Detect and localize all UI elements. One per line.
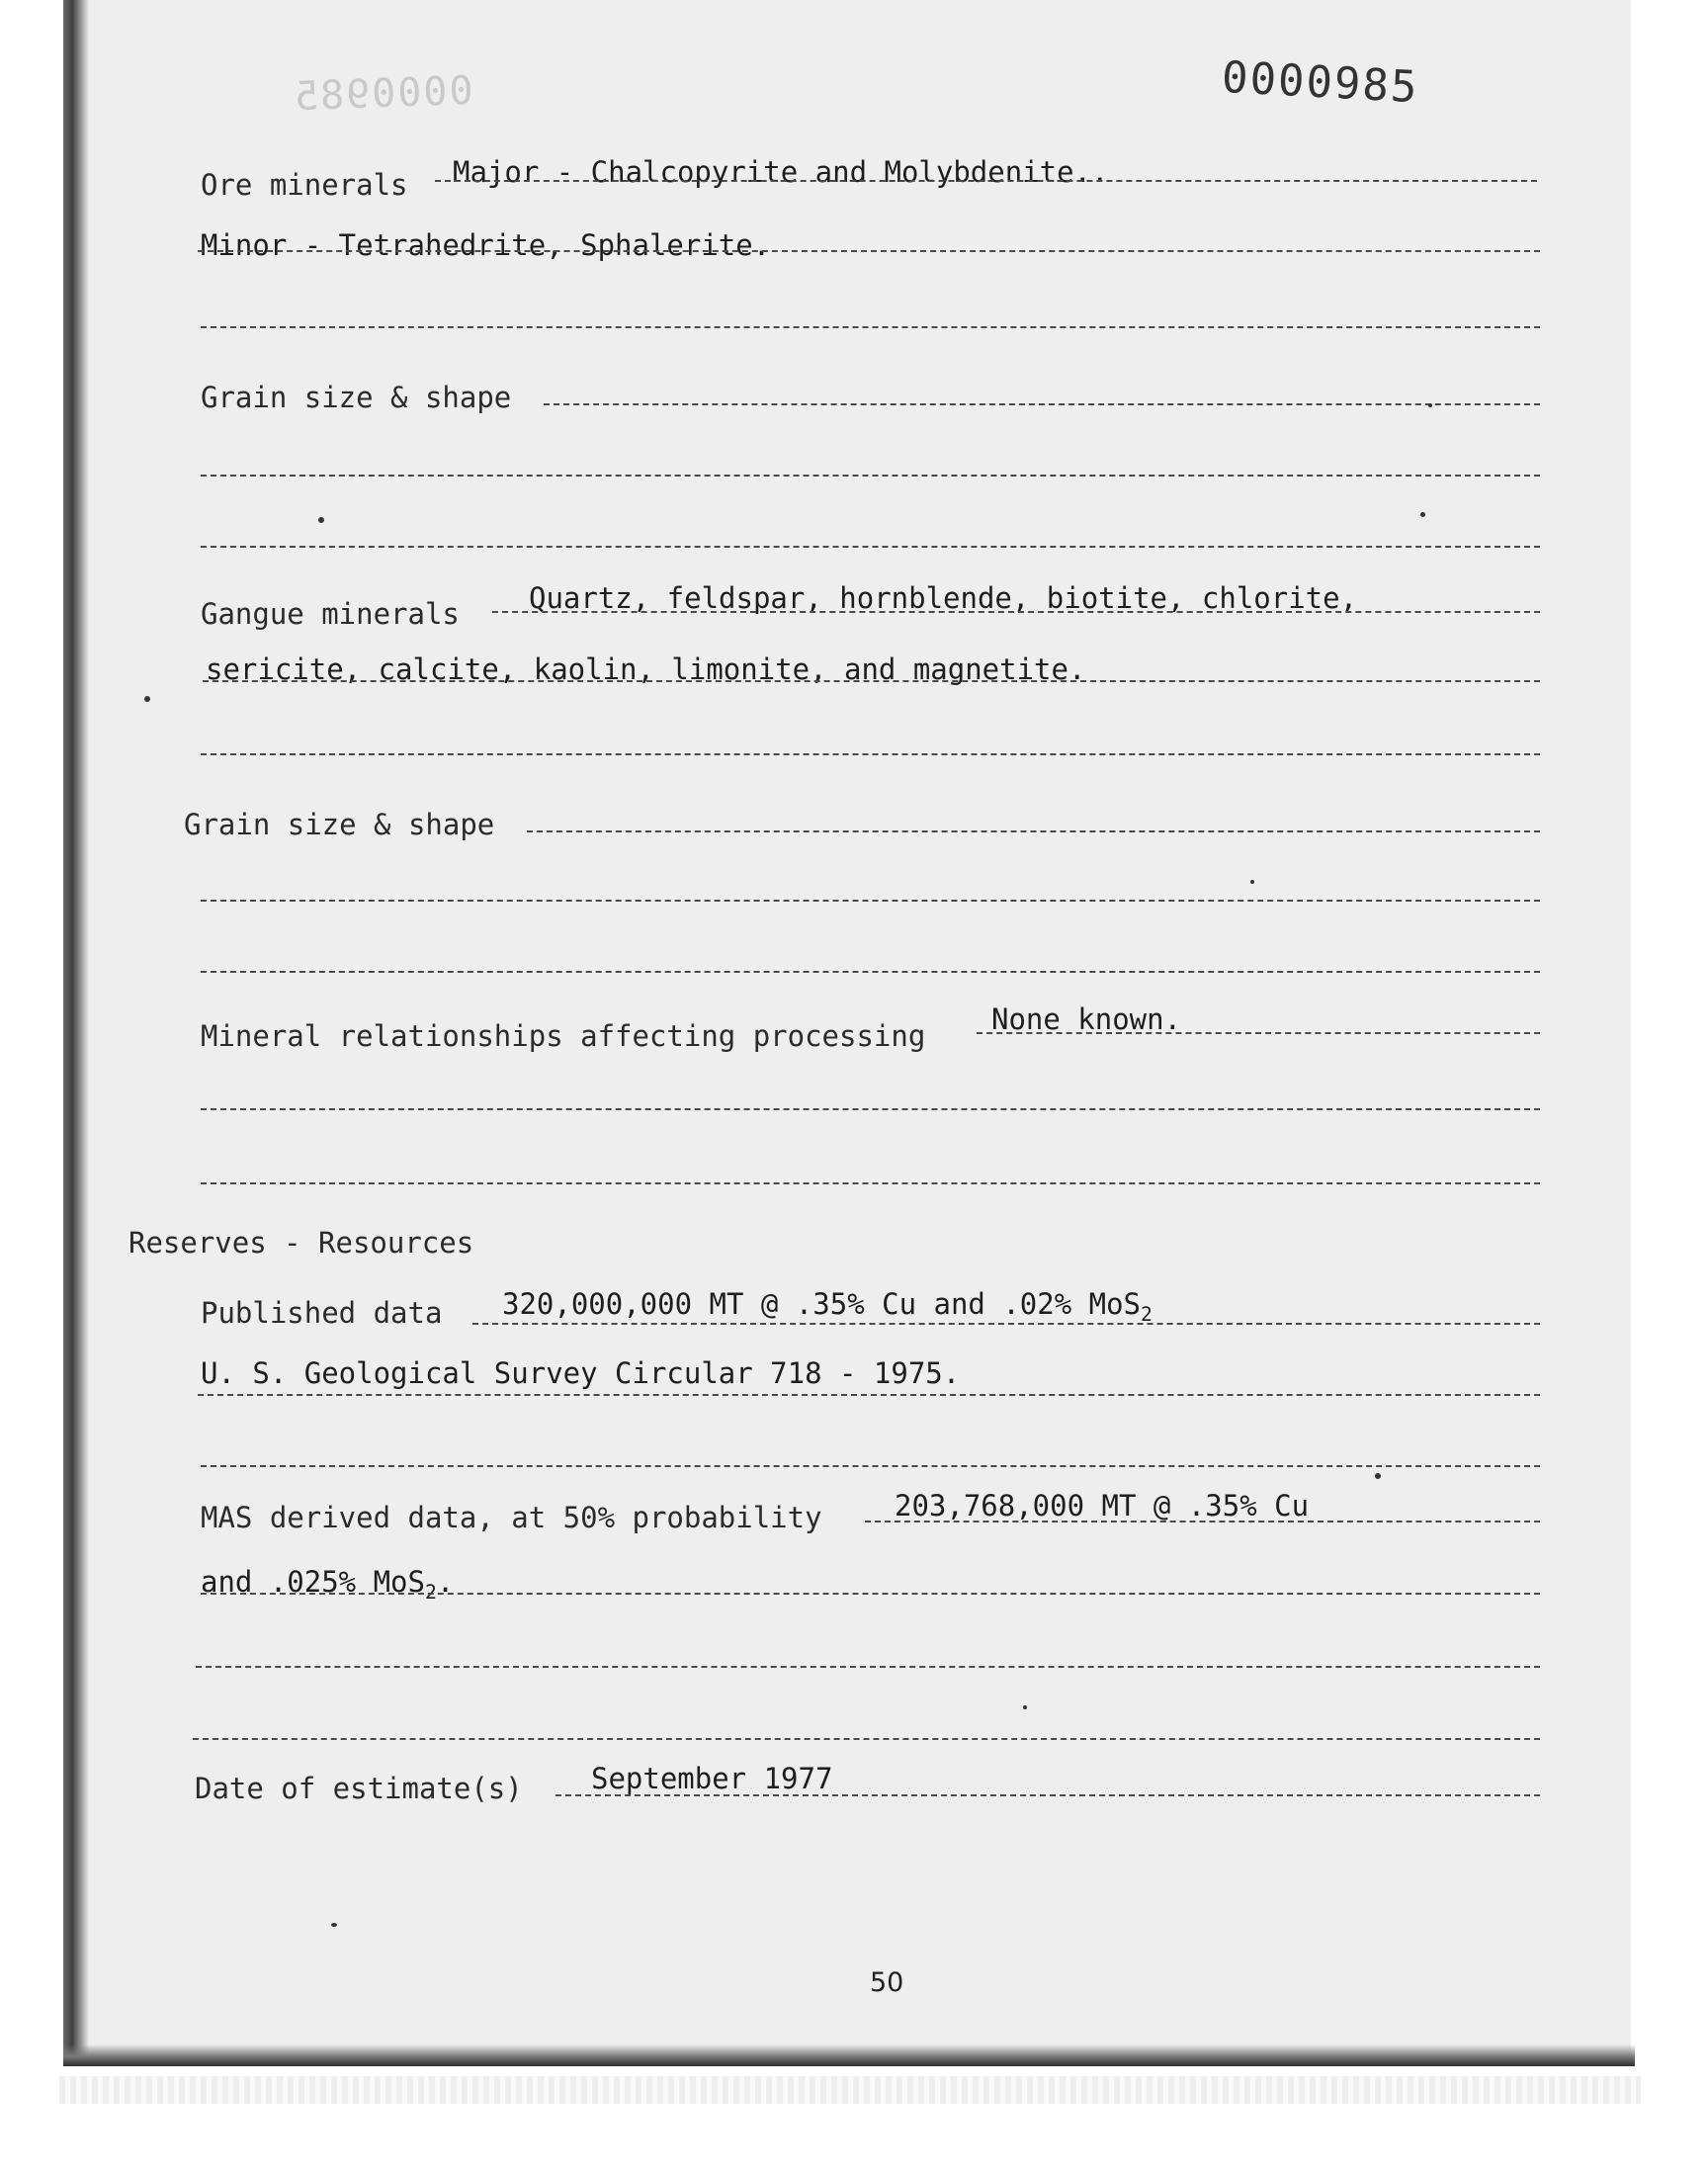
scan-speck xyxy=(1023,1705,1027,1709)
mas-derived-value-line2-end: . xyxy=(436,1565,455,1599)
scan-left-shadow xyxy=(63,0,89,2066)
reserves-heading: Reserves - Resources xyxy=(128,1226,474,1260)
gangue-grain-size-label: Grain size & shape xyxy=(184,808,495,841)
ore-minerals-line-2 xyxy=(198,250,1540,252)
scan-speck xyxy=(1375,1473,1381,1479)
gangue-minerals-line1: Quartz, feldspar, hornblende, biotite, chlorite, xyxy=(529,581,1358,615)
scan-bottom-strip xyxy=(59,2076,1641,2104)
scan-speck xyxy=(144,696,150,702)
ore-grain-size-line-1 xyxy=(544,403,1540,405)
mineral-relationships-value: None known. xyxy=(991,1002,1182,1036)
ore-minerals-line-3 xyxy=(201,326,1540,328)
scan-speck xyxy=(331,1923,337,1927)
ore-minerals-minor: Minor - Tetrahedrite, Sphalerite. xyxy=(201,228,771,262)
mineral-relationships-label: Mineral relationships affecting processing xyxy=(201,1019,926,1053)
document-number: 0000985 xyxy=(1220,51,1420,114)
gangue-minerals-line-3 xyxy=(201,753,1540,755)
scan-speck xyxy=(318,517,324,523)
ore-grain-size-line-2 xyxy=(201,475,1540,477)
published-data-line-3 xyxy=(201,1465,1540,1467)
date-of-estimate-label: Date of estimate(s) xyxy=(195,1772,523,1805)
mas-derived-label: MAS derived data, at 50% probability xyxy=(201,1501,822,1534)
mas-derived-value-line2-sub: 2 xyxy=(424,1580,437,1604)
scan-speck xyxy=(1250,880,1254,884)
published-data-value-main: 320,000,000 MT @ .35% Cu and .02% MoS xyxy=(502,1287,1142,1321)
mas-derived-line-3 xyxy=(196,1666,1540,1668)
gangue-minerals-line-1 xyxy=(492,611,1540,613)
published-data-label: Published data xyxy=(201,1296,443,1330)
ore-minerals-major: Major - Chalcopyrite and Molybdenite.. xyxy=(453,155,1109,189)
ore-minerals-label: Ore minerals xyxy=(201,168,408,202)
mas-derived-value-line1: 203,768,000 MT @ .35% Cu xyxy=(895,1489,1310,1522)
gangue-grain-size-line-3 xyxy=(201,971,1540,973)
published-data-value xyxy=(502,1287,1153,1326)
published-data-source: U. S. Geological Survey Circular 718 - 1975. xyxy=(201,1356,961,1390)
document-number-showthrough: 0000985 xyxy=(292,67,474,121)
date-of-estimate-line xyxy=(555,1794,1540,1796)
page-number: 50 xyxy=(870,1967,904,1998)
ore-minerals-line-1 xyxy=(435,180,1537,182)
gangue-grain-size-line-2 xyxy=(201,900,1540,902)
scan-speck xyxy=(1420,512,1425,517)
scan-bottom-shadow xyxy=(63,2044,1635,2066)
gangue-minerals-line-2 xyxy=(203,680,1540,682)
mas-derived-value-line2-main: and .025% MoS xyxy=(201,1565,425,1599)
ore-grain-size-label: Grain size & shape xyxy=(201,381,512,414)
mas-derived-line-2 xyxy=(201,1593,1540,1595)
gangue-minerals-line2: sericite, calcite, kaolin, limonite, and magnetite. xyxy=(206,652,1086,686)
published-data-value-sub: 2 xyxy=(1141,1302,1153,1326)
mas-derived-line-4 xyxy=(193,1738,1540,1740)
mineral-relationships-line-2 xyxy=(201,1108,1540,1110)
scan-speck xyxy=(1428,403,1432,407)
mineral-relationships-line-1 xyxy=(977,1032,1540,1034)
gangue-minerals-label: Gangue minerals xyxy=(201,597,460,631)
gangue-grain-size-line-1 xyxy=(527,830,1540,832)
mineral-relationships-line-3 xyxy=(201,1182,1540,1184)
ore-grain-size-line-3 xyxy=(201,546,1540,548)
date-of-estimate-value: September 1977 xyxy=(591,1762,833,1795)
published-data-line-2 xyxy=(198,1394,1540,1396)
mas-derived-line-1 xyxy=(865,1521,1540,1522)
published-data-line-1 xyxy=(472,1323,1540,1325)
